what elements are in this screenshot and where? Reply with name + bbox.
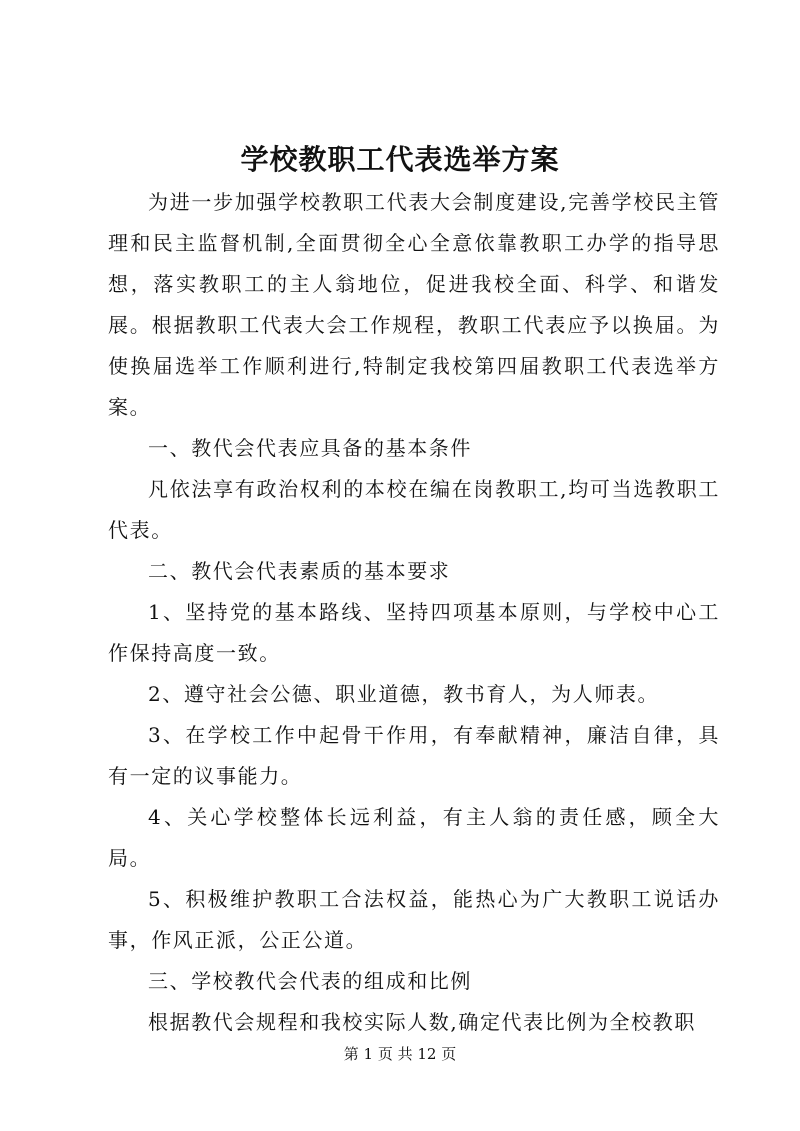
list-item: 4、关心学校整体长远利益，有主人翁的责任感，顾全大局。 bbox=[108, 805, 720, 870]
paragraph-intro: 为进一步加强学校教职工代表大会制度建设,完善学校民主管理和民主监督机制,全面贯彻全心全意依靠教职工办学的指导思想，落实教职工的主人翁地位，促进我校全面、科学、和谐发展。根据教职工代表大会工作规程，教职工代表应予以换届。为使换届选举工作顺利进行,特制定我校第四届教职工代表选举方案。 bbox=[108, 190, 720, 419]
paragraph: 凡依法享有政治权利的本校在编在岗教职工,均可当选教职工代表。 bbox=[108, 477, 720, 542]
document-title: 学校教职工代表选举方案 bbox=[240, 143, 560, 176]
document-body bbox=[108, 182, 720, 1043]
paragraph: 根据教代会规程和我校实际人数,确定代表比例为全校教职 bbox=[148, 1010, 696, 1034]
section-heading-3: 三、学校教代会代表的组成和比例 bbox=[148, 969, 472, 993]
list-item: 5、积极维护教职工合法权益，能热心为广大教职工说话办事，作风正派，公正公道。 bbox=[108, 887, 720, 952]
list-item: 3、在学校工作中起骨干作用，有奉献精神，廉洁自律，具有一定的议事能力。 bbox=[108, 723, 720, 788]
section-heading-1: 一、教代会代表应具备的基本条件 bbox=[148, 436, 472, 460]
section-heading-2: 二、教代会代表素质的基本要求 bbox=[148, 559, 451, 583]
list-item: 2、遵守社会公德、职业道德，教书育人，为人师表。 bbox=[148, 682, 660, 706]
list-item: 1、坚持党的基本路线、坚持四项基本原则，与学校中心工作保持高度一致。 bbox=[108, 600, 720, 665]
page-footer: 第 1 页 共 12 页 bbox=[343, 1045, 457, 1063]
